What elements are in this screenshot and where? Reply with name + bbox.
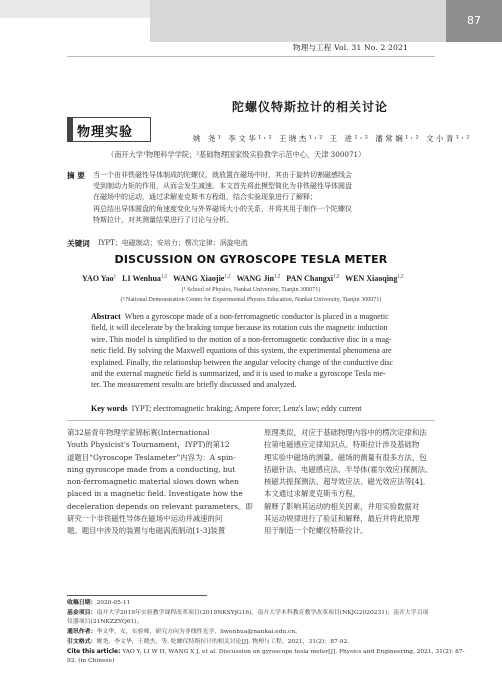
author-sup: 1,2	[333, 274, 340, 280]
body-line: 本文通过求解麦克斯韦方程，	[264, 489, 361, 499]
footnote-label: 收稿日期：	[67, 600, 97, 606]
footnote-cite-en	[67, 648, 465, 657]
body-line: 原理类似，对应于基础物理内容中的楞次定律和法	[264, 428, 427, 437]
author-sup: 1	[113, 274, 117, 280]
chinese-abstract-line: 再总结出导体圆盘的角速度变化与外界磁场大小的关系，并将其用于制作一个陀螺仪	[93, 204, 352, 213]
footnote-text: YAO Y, LI W H, WANG X J, et al. Discussion on gyroscope tesla meter[J]. Physics and Engineering, 2021, 31(2): 87-	[122, 649, 465, 655]
footnote-cite-cn	[67, 638, 349, 647]
footnote-label: 引文格式：	[67, 639, 97, 645]
english-authors	[82, 274, 404, 283]
author-sup: 1,2	[274, 274, 281, 280]
body-line: 其运动规律进行了验证和解释，最后并将此原理	[264, 514, 420, 524]
english-abstract-line: and the external magnetic field is summarized, and it is used to make a gyroscope Tesla me-	[91, 369, 386, 379]
english-abstract-line: netic field. By solving the Maxwell equations of this system, the experimental phenomena are	[91, 346, 392, 356]
body-line: placed in a magnetic field. Investigate how the	[67, 489, 243, 499]
english-abstract-label: Abstract	[91, 312, 121, 321]
body-column-left	[67, 427, 253, 538]
author-name: WEN Xiaoqing	[345, 274, 398, 283]
author-sup: 1,2	[224, 274, 231, 280]
english-abstract-line	[91, 311, 439, 322]
english-abstract	[91, 311, 439, 391]
english-keywords-text: IYPT; electromagnetic braking; Ampere force; Lenz's law; eddy current	[131, 404, 362, 413]
body-line: 核磁共振探测法、超导效应法、磁光效应法等[4]。	[264, 477, 430, 487]
footnote-text: 南开大学2019年实验教学课程改革项目(2019NKSYJG16)，南开大学本科教育教学改革项目(NKJG2020231)；南开大学百项	[96, 610, 429, 616]
chinese-abstract-line: 受到制动力矩的作用，从而会发生减速。本文首先将此模型简化为非铁磁性导体圆盘	[93, 182, 352, 191]
body-line: Youth Physicist's Tournament，IYPT)的第12	[67, 440, 230, 450]
english-abstract-line: ter. The measurement results are briefly discussed and analyzed.	[91, 380, 297, 390]
english-affiliation-1: (¹ School of Physics, Nankai University, Tianjin 300071)	[181, 287, 321, 293]
top-decorative-band	[0, 0, 502, 50]
author-name: WANG Xiaojie	[173, 274, 225, 283]
author-name: PAN Changxi	[286, 274, 334, 283]
body-line: 括磁针法、电磁感应法、半导体(霍尔效应)探测法、	[264, 464, 433, 474]
header-rule	[67, 56, 435, 57]
footnote-author	[67, 628, 301, 637]
author-name: WANG Jin	[236, 274, 275, 283]
author-name: YAO Yao	[82, 274, 114, 283]
body-line: 研究一个非铁磁性导体在磁场中运动并减速的问	[67, 514, 223, 524]
footnote-text: 姚尧，李文华，王晓杰，等. 陀螺仪特斯拉计的相关讨论[J]. 物理与工程，2021，31(2)：87-92.	[96, 639, 350, 645]
chinese-abstract-line: 特斯拉计，对其测量结果进行了讨论与分析。	[93, 215, 233, 224]
chinese-abstract-line: 当一个由非铁磁性导体制成的陀螺仪，就放置在磁场中时，其由于旋转切割磁感线会	[93, 171, 352, 179]
author-sup: 1,2	[160, 274, 168, 280]
footnote-text: 李文华，女，实验师，研究方向为非线性光学，liwenhua@nankai.edu.cn。	[96, 629, 302, 635]
abstract-bottom-rule	[67, 420, 435, 421]
body-line: 用于制造一个陀螺仪特斯拉计。	[264, 526, 368, 536]
chinese-keywords: IYPT；电磁制动；安培力；楞次定律；涡旋电流	[98, 239, 248, 247]
footnote-label: 基金项目：	[67, 610, 97, 616]
english-abstract-line: wire. This model is simplified to the motion of a non-ferromagnetic conductive disc in a mag-	[91, 334, 392, 344]
footnote-cite-en-cont: 92. (in Chinese)	[67, 658, 115, 664]
chinese-abstract	[93, 170, 352, 226]
english-abstract-line: field, it will decelerate by the braking torque because its rotation cuts the magnetic induction	[91, 323, 388, 333]
body-line: 解释了影响其运动的相关因素，并用实验数据对	[264, 501, 420, 511]
section-tag	[67, 117, 151, 142]
section-tag-label: 物理实验	[77, 125, 134, 140]
body-line: 第32届青年物理学家锦标赛(International	[67, 428, 210, 437]
body-line: 拉第电磁感应定律知识点。特斯拉计涉及基础物	[264, 440, 420, 450]
running-head: 物理与工程 Vol. 31 No. 2 2021	[293, 43, 408, 52]
body-line: ning gyroscope made from a conducting, but	[67, 464, 236, 474]
footnote-funding	[67, 609, 428, 618]
footnote-rule	[67, 595, 207, 596]
chinese-keywords-label: 关键词	[67, 239, 90, 248]
chinese-affiliation: （南开大学¹物理科学学院；²基础物理国家级实验教学示范中心，天津 300071）	[107, 150, 366, 159]
chinese-abstract-line: 在磁场中的运动，通过求解麦克斯韦方程组，结合实验现象进行了解释；	[93, 193, 317, 202]
english-title: DISCUSSION ON GYROSCOPE TESLA METER	[114, 253, 388, 266]
chinese-title: 陀螺仪特斯拉计的相关讨论	[232, 100, 389, 114]
page-number: 87	[467, 14, 481, 27]
english-keywords-label: Key words	[91, 404, 128, 413]
english-abstract-text: When a gyroscope made of a non-ferromagnetic conductor is placed in a magnetic	[124, 312, 389, 321]
body-line: 理实验中磁场的测量。磁场的测量有很多方法，包	[264, 452, 427, 462]
footnote-funding-cont: 仪器项目(21NKZZYQ61)。	[67, 619, 143, 625]
english-affiliation-2: (² National Demonstration Center for Experimental Physics Education, Nankai University, Tianjin 300071)	[120, 297, 382, 303]
body-line: 道题目“Gyroscope Teslameter”内容为：A spin-	[67, 452, 236, 462]
english-abstract-line: explained. Finally, the relationship between the angular velocity change of the conductive disc	[91, 357, 394, 367]
author-sup: 1,2	[397, 274, 404, 280]
footnote-label: Cite this article:	[67, 649, 121, 655]
english-keywords	[91, 404, 361, 413]
footnote-label: 通讯作者：	[67, 629, 97, 635]
footnote-received	[67, 599, 130, 608]
chinese-authors: 姚 尧¹ 李文华¹˒² 王晓杰¹˒² 王 进¹˒² 潘常娴¹˒² 文小青¹˒²	[193, 134, 472, 143]
body-column-right	[264, 427, 432, 538]
author-name: LI Wenhua	[122, 274, 161, 283]
body-line: 题。题目中涉及的装置与电磁涡流制动[1-3]装置	[67, 526, 226, 536]
body-line: non-ferromagnetic material slows down when	[67, 477, 239, 487]
chinese-abstract-label: 摘 要	[67, 171, 85, 180]
body-line: deceleration depends on relevant parameters。即	[67, 501, 253, 511]
footnote-text: 2020-05-11	[96, 600, 131, 606]
